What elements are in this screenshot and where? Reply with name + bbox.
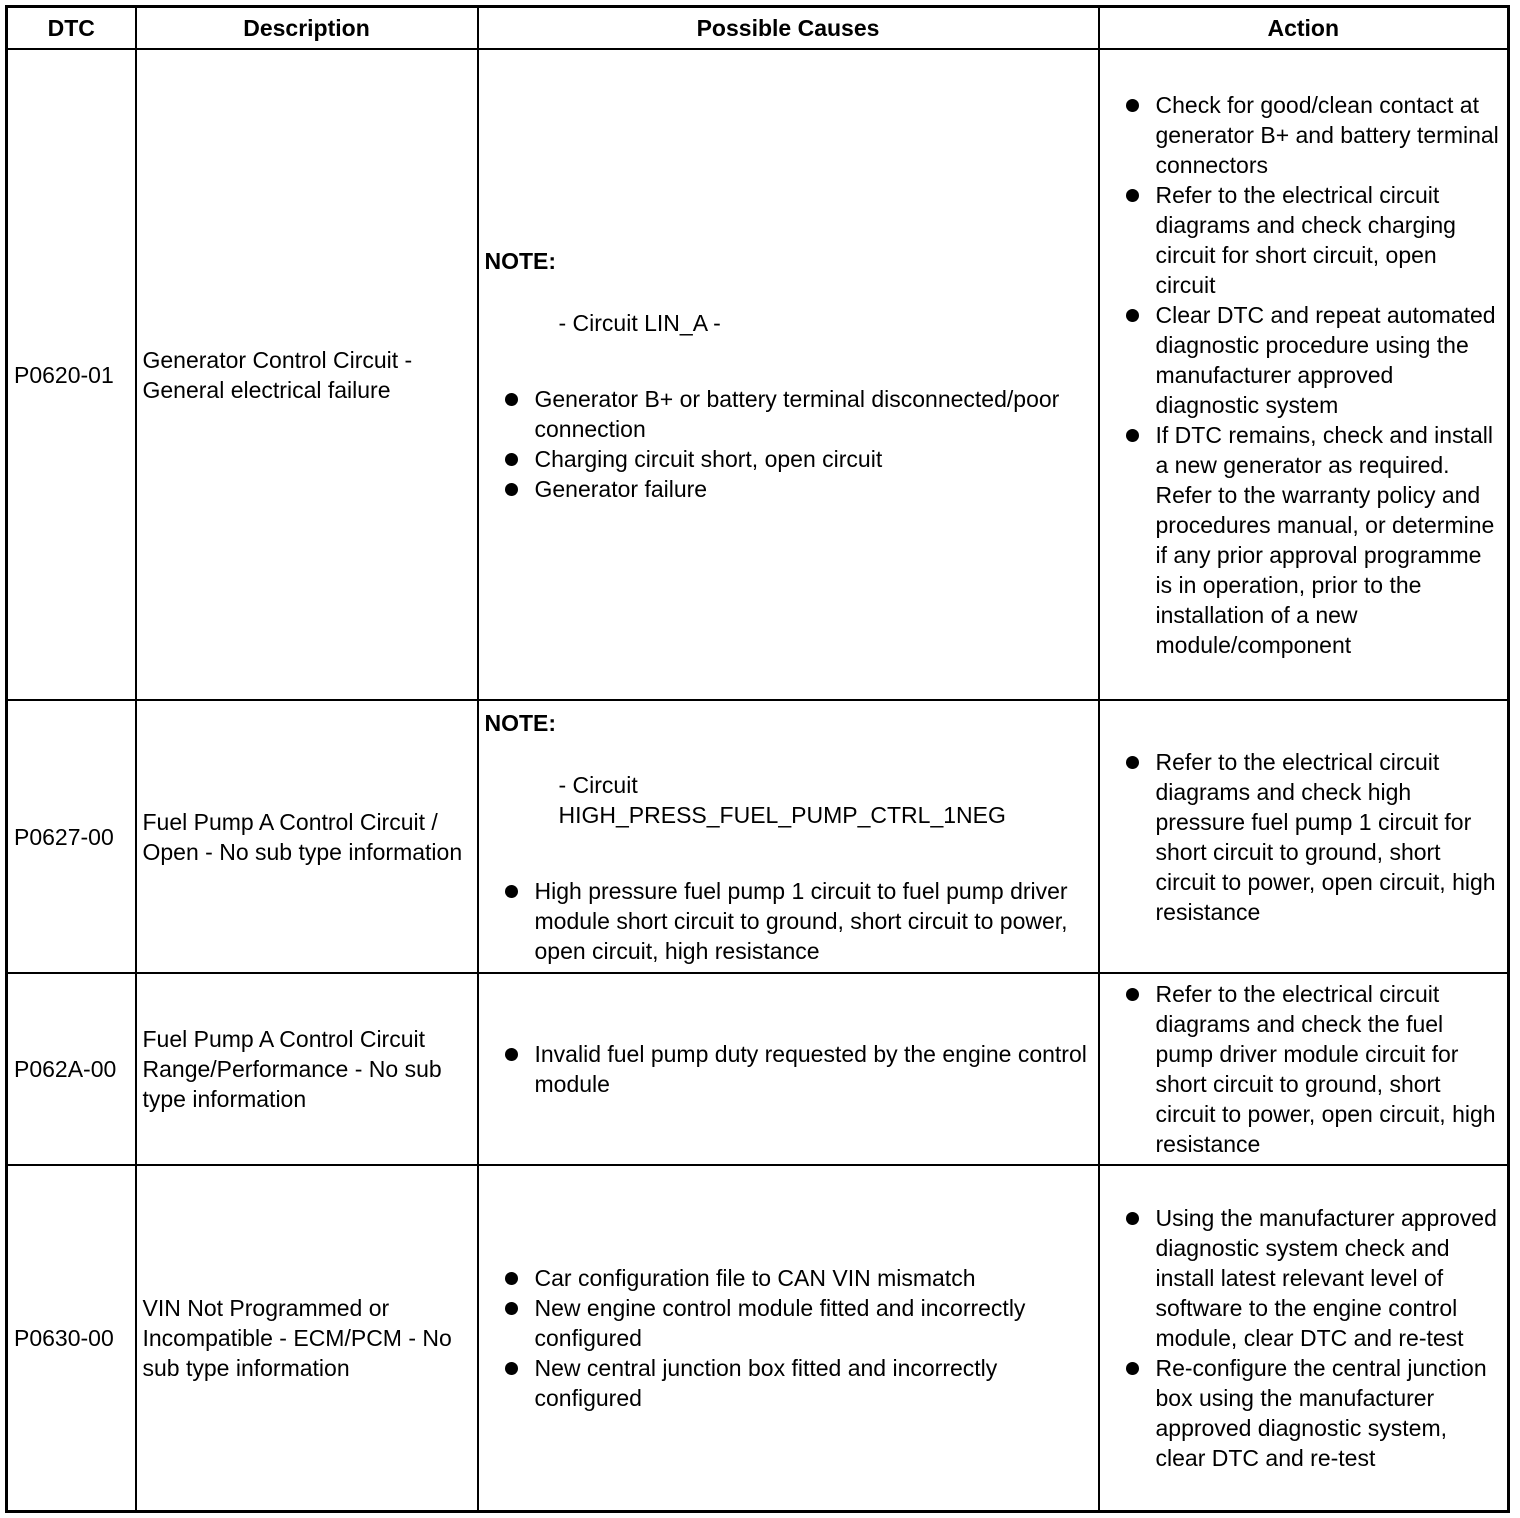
action-item: Clear DTC and repeat automated diagnostic procedure using the manufacturer approved diagnostic system	[1106, 300, 1502, 420]
description-cell: Fuel Pump A Control Circuit Range/Performance - No sub type information	[136, 973, 478, 1165]
cause-item: Car configuration file to CAN VIN mismatch	[485, 1263, 1092, 1293]
header-causes: Possible Causes	[478, 7, 1099, 50]
action-item: Check for good/clean contact at generator B+ and battery terminal connectors	[1106, 90, 1502, 180]
cause-item: Generator failure	[485, 474, 1092, 504]
causes-list	[485, 384, 1092, 504]
description-cell: Generator Control Circuit - General electrical failure	[136, 49, 478, 700]
cause-item: Invalid fuel pump duty requested by the engine control module	[485, 1039, 1092, 1099]
dtc-code: P0630-00	[7, 1165, 136, 1511]
description-cell: VIN Not Programmed or Incompatible - ECM/PCM - No sub type information	[136, 1165, 478, 1511]
header-action: Action	[1099, 7, 1509, 50]
header-description: Description	[136, 7, 478, 50]
cause-item: New engine control module fitted and incorrectly configured	[485, 1293, 1092, 1353]
action-cell	[1099, 1165, 1509, 1511]
action-cell	[1099, 49, 1509, 700]
table-row	[7, 700, 1509, 973]
note-label: NOTE:	[484, 247, 557, 274]
table-row	[7, 1165, 1509, 1511]
causes-cell	[478, 973, 1099, 1165]
causes-cell	[478, 700, 1099, 973]
header-row	[7, 7, 1509, 50]
actions-list	[1106, 90, 1502, 660]
dtc-code: P062A-00	[7, 973, 136, 1165]
action-item: Refer to the electrical circuit diagrams and check high pressure fuel pump 1 circuit for short circuit to ground, short circuit to power, open circuit, high resistance	[1106, 747, 1502, 927]
actions-list	[1106, 747, 1502, 927]
table-row	[7, 49, 1509, 700]
description-cell: Fuel Pump A Control Circuit / Open - No sub type information	[136, 700, 478, 973]
action-item: Refer to the electrical circuit diagrams and check charging circuit for short circuit, open circuit	[1106, 180, 1502, 300]
causes-list	[485, 1039, 1092, 1099]
header-dtc: DTC	[7, 7, 136, 50]
cause-item: Charging circuit short, open circuit	[485, 444, 1092, 474]
dtc-code: P0627-00	[7, 700, 136, 973]
dtc-table	[5, 5, 1510, 1513]
actions-list	[1106, 1203, 1502, 1473]
cause-item: New central junction box fitted and incorrectly configured	[485, 1353, 1092, 1413]
action-item: Using the manufacturer approved diagnostic system check and install latest relevant level of software to the engine control module, clear DTC and re-test	[1106, 1203, 1502, 1353]
action-cell	[1099, 973, 1509, 1165]
causes-cell	[478, 49, 1099, 700]
causes-list	[485, 1263, 1092, 1413]
action-item: If DTC remains, check and install a new generator as required. Refer to the warranty policy and procedures manual, or determine if any prior approval programme is in operation, prior to the installation of a new module/component	[1106, 420, 1502, 660]
causes-cell	[478, 1165, 1099, 1511]
table-row	[7, 973, 1509, 1165]
action-item: Refer to the electrical circuit diagrams and check the fuel pump driver module circuit for short circuit to ground, short circuit to power, open circuit, high resistance	[1106, 979, 1502, 1159]
note-label: NOTE:	[484, 709, 557, 736]
action-item: Re-configure the central junction box using the manufacturer approved diagnostic system, clear DTC and re-test	[1106, 1353, 1502, 1473]
circuit-name: - Circuit HIGH_PRESS_FUEL_PUMP_CTRL_1NEG	[558, 771, 1006, 828]
circuit-name: - Circuit LIN_A -	[558, 309, 721, 336]
cause-item: High pressure fuel pump 1 circuit to fuel pump driver module short circuit to ground, short circuit to power, open circuit, high resistance	[485, 876, 1092, 966]
cause-item: Generator B+ or battery terminal disconnected/poor connection	[485, 384, 1092, 444]
action-cell	[1099, 700, 1509, 973]
causes-list	[485, 876, 1092, 966]
actions-list	[1106, 979, 1502, 1159]
dtc-code: P0620-01	[7, 49, 136, 700]
